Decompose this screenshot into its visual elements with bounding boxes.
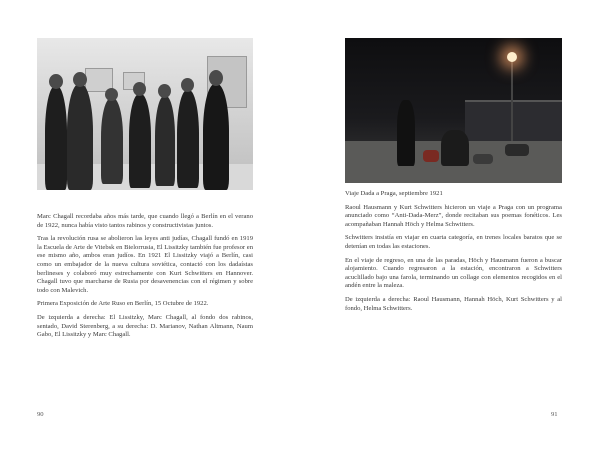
caption-title: Primera Exposición de Arte Ruso en Berlín, 15 Octubre de 1922. — [37, 300, 209, 308]
paragraph: Tras la revolución rusa se abolieron las leyes anti judías, Chagall fundó en 1919 la Escuela de Arte de Vitebsk en Bielorrusia, El Lissitzky también fue profesor en ese mismo año, ambos eran judíos. En 1921 El Lissitzky viajó a Berlín, casi como un embajador de la nueva cultura soviética, contactó con los dadaístas berlineses y colaboró muy estrechamente con Kurt Schwitters en Hannover. Chagall tuvo que marcharse de Rusia por desavenencias con el régimen y sobre todo con Malevich. — [37, 235, 253, 294]
caption: De izquierda a derecha: Raoul Hausmann, Hannah Höch, Kurt Schwitters y al fondo, Helma Schwitters. — [345, 295, 562, 312]
caption-title: Viaje Dada a Praga, septiembre 1921 — [345, 190, 443, 197]
caption: De izquierda a derecha: El Lissitzky, Marc Chagall, al fondo dos rabinos, sentado, David Sterenberg, a su derecha: D. Marianov, Nathan Altmann, Naum Gabo, El Lissitzky y Marc Chagall. — [37, 313, 253, 339]
paragraph: Raoul Hausmann y Kurt Schwitters hicieron un viaje a Praga con un programa anunciado como “Anti-Dada-Merz”, donde recitaban sus poemas fonéticos. Les acompañaban Hannah Höch y Helma Schwitters. — [345, 203, 562, 228]
page-number: 91 — [551, 411, 558, 418]
exhibition-photo — [37, 38, 253, 190]
paragraph: En el viaje de regreso, en una de las paradas, Höch y Hausmann fueron a buscar alojamiento. Cuando regresaron a la estación, encontraron a Schwitters acuclillado bajo una farola, terminando un collage con elementos recogidos en el andén entre la maleza. — [345, 256, 562, 290]
left-page-text — [37, 213, 253, 345]
station-photo — [345, 38, 562, 183]
right-page-text — [345, 190, 562, 318]
paragraph: Schwitters insistía en viajar en cuarta categoría, en trenes locales baratos que se detenían en todas las estaciones. — [345, 234, 562, 250]
page-number: 90 — [37, 411, 44, 418]
right-page — [300, 0, 600, 450]
paragraph: Marc Chagall recordaba años más tarde, que cuando llegó a Berlín en el verano de 1922, nunca había visto tantos rabinos y constructivistas juntos. — [37, 213, 253, 229]
